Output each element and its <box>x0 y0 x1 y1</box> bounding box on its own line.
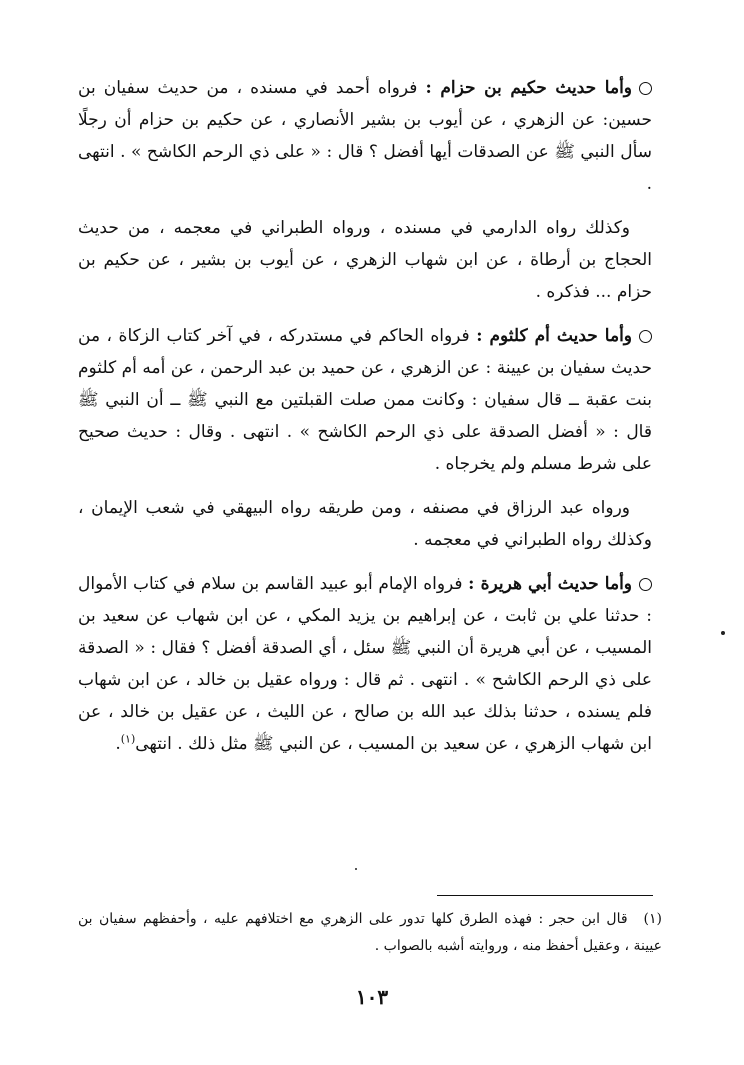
page-number: ١٠٣ <box>355 985 389 1009</box>
section-continuation: ورواه عبد الرزاق في مصنفه ، ومن طريقه رواه البيهقي في شعب الإيمان ، وكذلك رواه الطبراني في معجمه . <box>78 498 652 550</box>
section-heading: وأما حديث حكيم بن حزام : <box>425 78 633 98</box>
circle-bullet-icon <box>639 578 652 591</box>
section-abu-hurayra <box>78 568 652 760</box>
section-umm-kulthum <box>78 320 652 480</box>
section-heading: وأما حديث أبي هريرة : <box>468 574 633 594</box>
scan-speck <box>355 868 357 870</box>
footnote-reference[interactable]: (١) <box>120 732 136 746</box>
section-text: فرواه الإمام أبو عبيد القاسم بن سلام في كتاب الأموال : حدثنا علي بن ثابت ، عن إبراهيم بن يزيد المكي ، عن ابن شهاب عن سعيد بن المسيب ، عن أبي هريرة أن النبي ﷺ سئل ، أي الصدقة أفضل ؟ فقال : « الصدقة على ذي الرحم الكاشح » . انتهى . ثم قال : ورواه عقيل بن خالد ، عن ابن شهاب فلم يسنده ، حدثنا بذلك عبد الله بن صالح ، عن الليث ، عن عقيل بن خالد ، عن ابن شهاب الزهري ، عن سعيد بن المسيب ، عن النبي ﷺ مثل ذلك . انتهى <box>78 574 652 754</box>
footnote <box>78 906 662 960</box>
circle-bullet-icon <box>639 330 652 343</box>
page-body <box>78 72 652 772</box>
sentence-end: . <box>115 734 121 754</box>
section-continuation: وكذلك رواه الدارمي في مسنده ، ورواه الطبراني في معجمه ، من حديث الحجاج بن أرطاة ، عن ابن شهاب الزهري ، عن أيوب بن بشير ، عن حكيم بن حزام ... فذكره . <box>78 218 652 302</box>
footnote-divider <box>437 895 653 896</box>
scan-speck <box>721 631 725 635</box>
section-hakim-ibn-hizam <box>78 72 652 200</box>
circle-bullet-icon <box>639 82 652 95</box>
section-text: فرواه أحمد في مسنده ، من حديث سفيان بن حسين: عن الزهري ، عن أيوب بن بشير الأنصاري ، عن حكيم بن حزام أن رجلًا سأل النبي ﷺ عن الصدقات أيها أفضل ؟ قال : « على ذي الرحم الكاشح » . انتهى . <box>78 78 652 194</box>
section-heading: وأما حديث أم كلثوم : <box>476 326 633 346</box>
section-text: فرواه الحاكم في مستدركه ، في آخر كتاب الزكاة ، من حديث سفيان بن عيينة : عن الزهري ، عن حميد بن عبد الرحمن ، عن أمه أم كلثوم بنت عقبة ــ قال سفيان : وكانت ممن صلت القبلتين مع النبي ﷺ ــ أن النبي ﷺ قال : « أفضل الصدقة على ذي الرحم الكاشح » . انتهى . وقال : حديث صحيح على شرط مسلم ولم يخرجاه . <box>78 326 652 474</box>
footnote-text: قال ابن حجر : فهذه الطرق كلها تدور على الزهري مع اختلافهم عليه ، وأحفظهم سفيان بن عيينة ، وعقيل أحفظ منه ، وروايته أشبه بالصواب . <box>78 911 662 954</box>
footnote-number: (١) <box>643 911 662 927</box>
